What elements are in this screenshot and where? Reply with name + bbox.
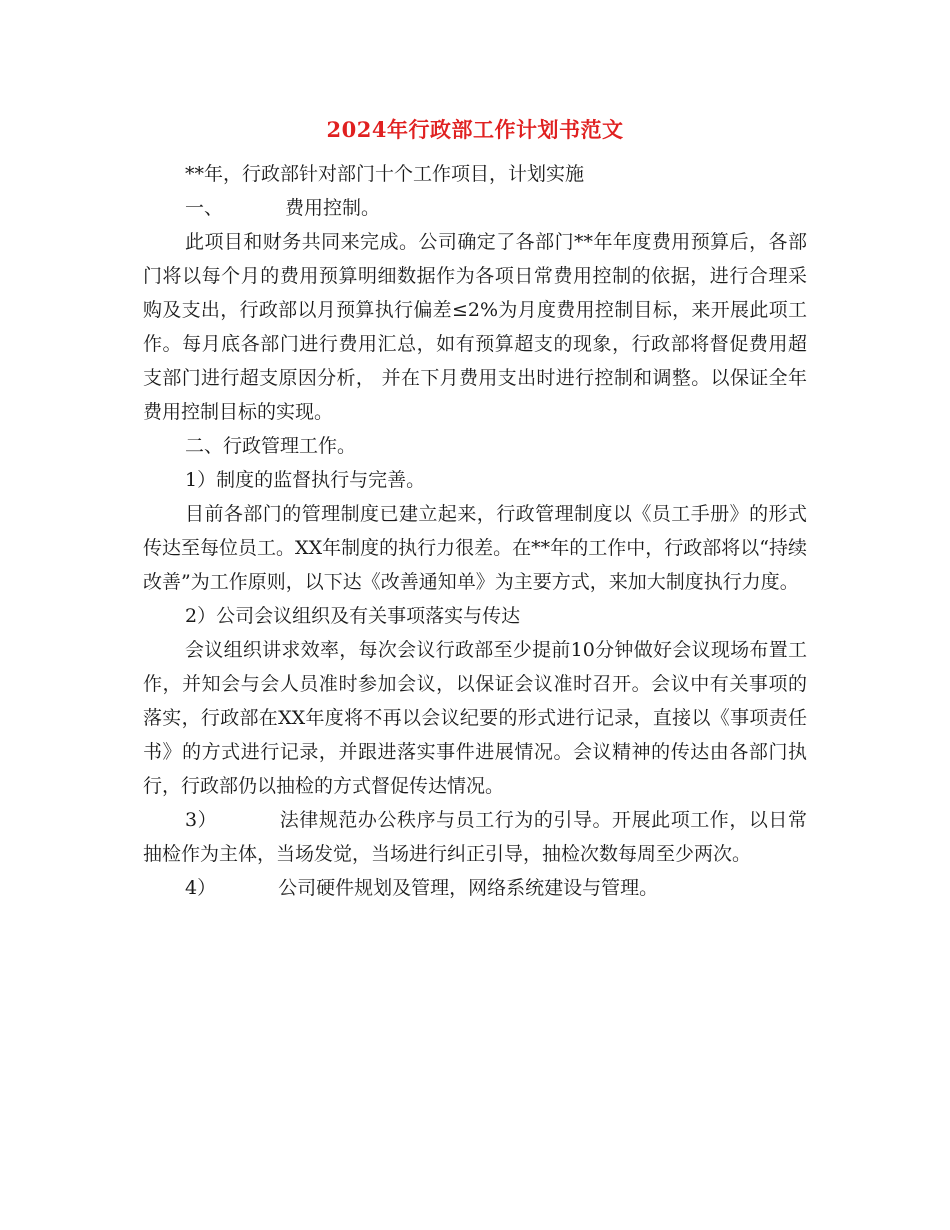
subsection-2-3-number: 3） [185, 809, 218, 831]
subsection-2-3-paragraph [143, 803, 807, 871]
document-body [143, 157, 807, 905]
section-1-heading [143, 191, 807, 225]
subsection-2-4-body: 公司硬件规划及管理，网络系统建设与管理。 [278, 877, 659, 899]
subsection-2-1-body: 目前各部门的管理制度已建立起来，行政管理制度以《员工手册》的形式传达至每位员工。XX年制度的执行力很差。在**年的工作中，行政部将以“持续改善”为工作原则，以下达《改善通知单》为主要方式，来加大制度执行力度。 [143, 503, 807, 593]
intro-paragraph: **年，行政部针对部门十个工作项目，计划实施 [185, 163, 585, 185]
subsection-2-2-heading: 2）公司会议组织及有关事项落实与传达 [185, 605, 521, 627]
subsection-2-1-heading: 1）制度的监督执行与完善。 [185, 469, 426, 491]
subsection-2-4-number: 4） [185, 877, 217, 899]
section-1-number: 一、 [185, 197, 224, 219]
subsection-2-4-paragraph [143, 871, 807, 905]
section-2-heading: 二、行政管理工作。 [185, 435, 357, 457]
subsection-2-2-body: 会议组织讲求效率，每次会议行政部至少提前10分钟做好会议现场布置工作，并知会与会人员准时参加会议，以保证会议准时召开。会议中有关事项的落实，行政部在XX年度将不再以会议纪要的形式进行记录，直接以《事项责任书》的方式进行记录，并跟进落实事件进展情况。会议精神的传达由各部门执行，行政部仍以抽检的方式督促传达情况。 [143, 639, 807, 797]
document-title: 2024年行政部工作计划书范文 [326, 117, 624, 142]
section-1-body: 此项目和财务共同来完成。公司确定了各部门**年年度费用预算后，各部门将以每个月的费用预算明细数据作为各项日常费用控制的依据，进行合理采购及支出，行政部以月预算执行偏差≤2%为月度费用控制目标，来开展此项工作。每月底各部门进行费用汇总，如有预算超支的现象，行政部将督促费用超支部门进行超支原因分析， 并在下月费用支出时进行控制和调整。以保证全年费用控制目标的实现。 [143, 231, 807, 423]
subsection-2-3-body: 法律规范办公秩序与员工行为的引导。开展此项工作，以日常抽检作为主体，当场发觉，当场进行纠正引导，抽检次数每周至少两次。 [143, 809, 807, 865]
section-1-title: 费用控制。 [285, 197, 381, 219]
